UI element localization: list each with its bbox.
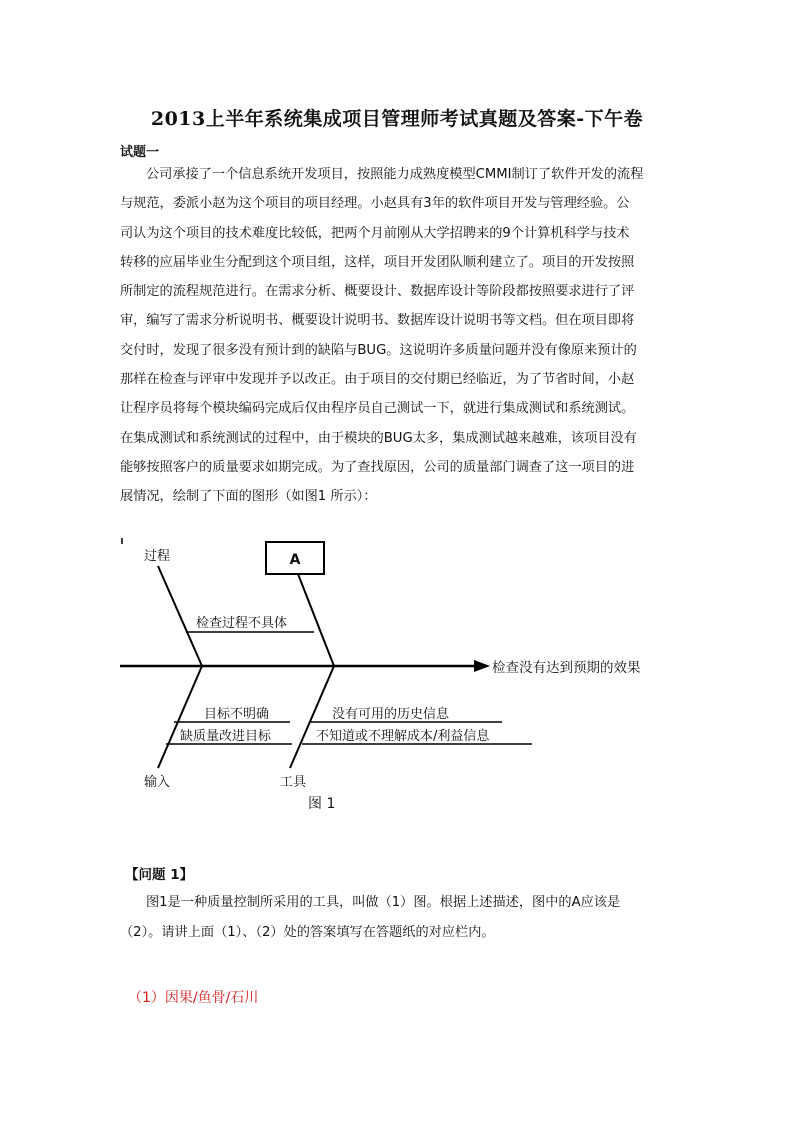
cause-label-process-1: 检查过程不具体 <box>196 616 288 631</box>
bone-label-process: 过程 <box>144 549 171 564</box>
question-line: （2）。请讲上面（1）、（2）处的答案填写在答题纸的对应栏内。 <box>120 925 495 940</box>
bone-label-input: 输入 <box>144 775 171 790</box>
section-label: 试题一 <box>120 145 160 160</box>
paragraph-line: 那样在检查与评审中发现并予以改正。由于项目的交付期已经临近，为了节省时间，小赵 <box>120 372 635 388</box>
bone-label-tool: 工具 <box>280 775 307 790</box>
paragraph-line: 让程序员将每个模块编码完成后仅由程序员自己测试一下，就进行集成测试和系统测试。 <box>120 401 635 417</box>
problem-paragraph <box>120 160 678 512</box>
paragraph-line: 司认为这个项目的技术难度比较低，把两个月前刚从大学招聘来的9个计算机科学与技术 <box>120 225 630 241</box>
paragraph-line: 审，编写了需求分析说明书、概要设计说明书、数据库设计说明书等文档。但在项目即将 <box>120 313 635 329</box>
paragraph-line: 公司承接了一个信息系统开发项目，按照能力成熟度模型CMMI制订了软件开发的流程 <box>146 167 644 182</box>
question-title: 【问题 1】 <box>125 867 194 883</box>
bone-a <box>298 574 334 666</box>
paragraph-line: 与规范，委派小赵为这个项目的项目经理。小赵具有3年的软件项目开发与管理经验。公 <box>120 196 630 212</box>
paragraph-line: 在集成测试和系统测试的过程中，由于模块的BUG太多，集成测试越来越难，该项目没有 <box>120 430 637 446</box>
page-title: 2013上半年系统集成项目管理师考试真题及答案-下午卷 <box>150 108 644 130</box>
paragraph-line: 展情况，绘制了下面的图形（如图1 所示）： <box>120 489 377 505</box>
cause-label-input-1: 目标不明确 <box>204 707 270 722</box>
cause-label-tool-2: 不知道或不理解成本/利益信息 <box>316 729 490 744</box>
answer-text: （1）因果/鱼骨/石川 <box>128 990 259 1006</box>
question-paragraph <box>120 888 678 948</box>
bone-input <box>158 666 202 768</box>
cause-label-input-2: 缺质量改进目标 <box>180 729 272 744</box>
paragraph-line: 交付时，发现了很多没有预计到的缺陷与BUG。这说明许多质量问题并没有像原来预计的 <box>120 342 637 358</box>
cause-box-label: A <box>289 552 301 568</box>
fishbone-diagram <box>118 536 678 826</box>
effect-label: 检查没有达到预期的效果 <box>492 660 641 676</box>
paragraph-line: 转移的应届毕业生分配到这个项目组，这样，项目开发团队顺利建立了。项目的开发按照 <box>120 254 635 270</box>
cause-label-tool-1: 没有可用的历史信息 <box>332 707 450 722</box>
spine-arrow <box>474 660 490 672</box>
paragraph-line: 所制定的流程规范进行。在需求分析、概要设计、数据库设计等阶段都按照要求进行了评 <box>120 284 635 300</box>
question-line: 图1是一种质量控制所采用的工具，叫做（1）图。根据上述描述，图中的A应该是 <box>146 895 621 910</box>
figure-caption: 图 1 <box>308 796 336 812</box>
paragraph-line: 能够按照客户的质量要求如期完成。为了查找原因，公司的质量部门调查了这一项目的进 <box>120 459 635 475</box>
bone-tool <box>290 666 334 768</box>
